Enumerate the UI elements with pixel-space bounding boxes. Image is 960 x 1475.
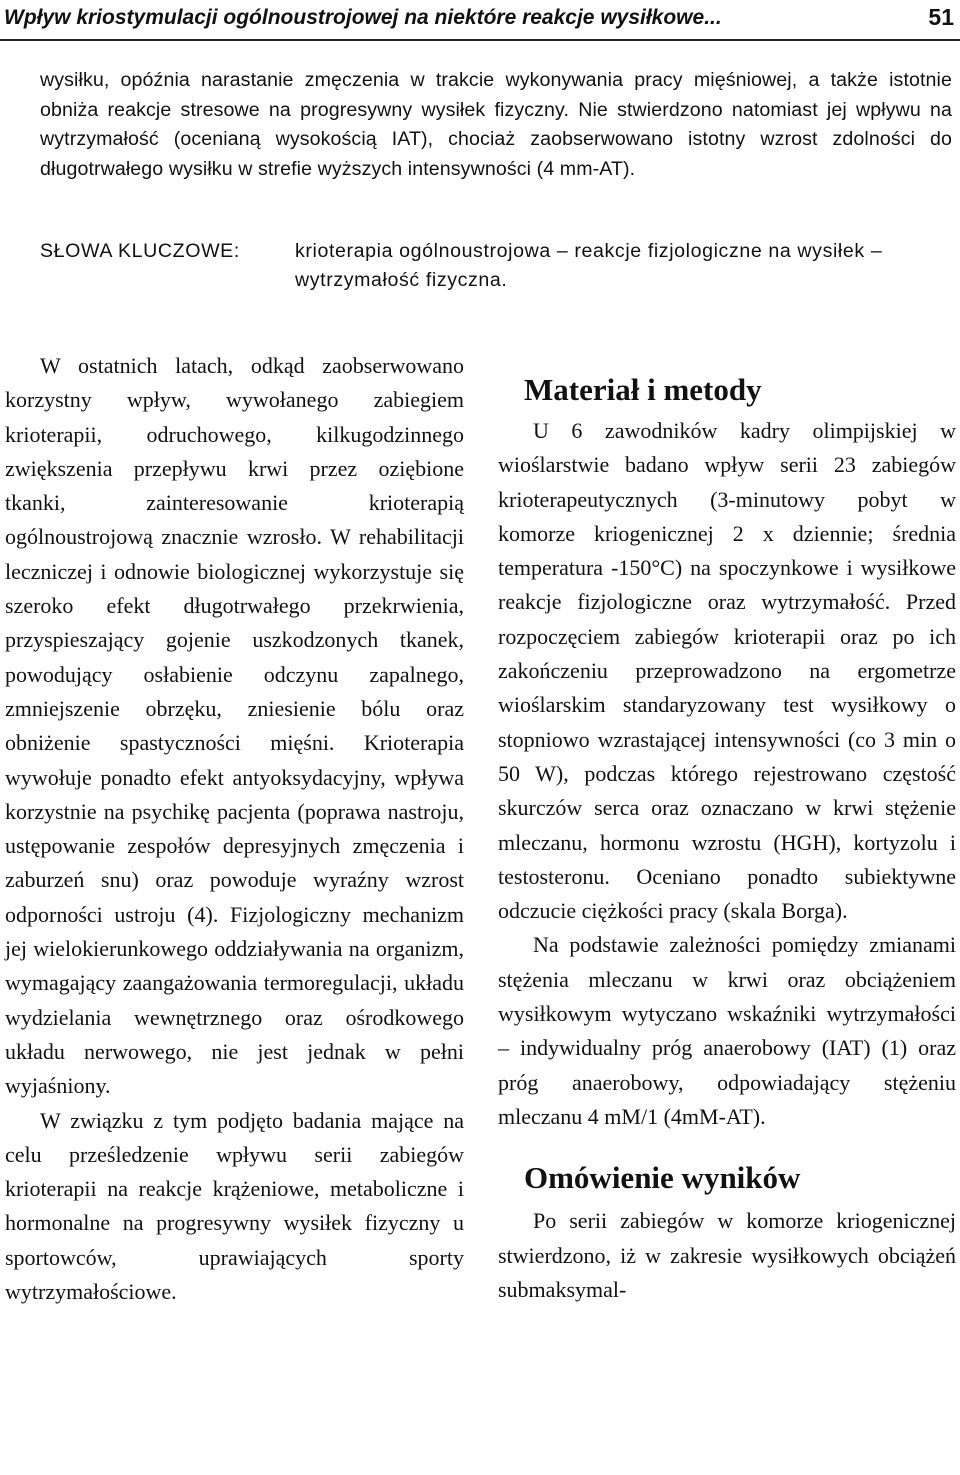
intro-paragraph-2: W związku z tym podjęto badania mające na celu prześledzenie wpływu serii zabiegów krioterapii na reakcje krążeniowe, metaboliczne i hormonalne na progresywny wysiłek fizyczny u sportowców, uprawiających sporty wytrzymałościowe. — [5, 1107, 464, 1305]
abstract-text: wysiłku, opóźnia narastanie zmęczenia w trakcie wykonywania pracy mięśniowej, a także istotnie obniża reakcje stresowe na progresywny wysiłek fizyczny. Nie stwierdzono natomiast jej wpływu na wytrzymałość (ocenianą wysokością IAT), chociaż zaobserwowano istotny wzrost zdolności do długotrwałego wysiłku w strefie wyższych intensywności (4 mm-AT). — [40, 69, 952, 180]
right-column — [498, 366, 956, 1307]
methods-paragraph-2: Na podstawie zależności pomiędzy zmianami stężenia mleczanu w krwi oraz obciążeniem wysiłkowym wytyczano wskaźniki wytrzymałości – indywidualny próg anaerobowy (IAT) (1) oraz próg anaerobowy, odpowiadający stężeniu mleczanu 4 mM/1 (4mM-AT). — [498, 932, 956, 1129]
running-title: Wpływ kriostymulacji ogólnoustrojowej na niektóre reakcje wysiłkowe... — [4, 6, 722, 29]
running-header — [0, 0, 960, 42]
keywords-label: SŁOWA KLUCZOWE: — [40, 240, 240, 262]
abstract — [40, 66, 952, 184]
header-rule — [0, 39, 960, 41]
section-heading-results: Omówienie wyników — [524, 1160, 801, 1196]
keywords-text: krioterapia ogólnoustrojowa – reakcje fizjologiczne na wysiłek – wytrzymałość fizyczna. — [295, 240, 883, 291]
section-heading-methods: Materiał i metody — [524, 372, 762, 407]
intro-paragraph-1: W ostatnich latach, odkąd zaobserwowano korzystny wpływ, wywołanego zabiegiem krioterapii, odruchowego, kilkugodzinnego zwiększenia przepływu krwi przez oziębione tkanki, zainteresowanie krioterapią ogólnoustrojową znacznie wzrosło. W rehabilitacji leczniczej i odnowie biologicznej wykorzystuje się szeroko efekt długotrwałego przekrwienia, przyspieszający gojenie uszkodzonych tkanek, powodujący osłabienie odczynu zapalnego, zmniejszenie obrzęku, zniesienie bólu oraz obniżenie spastyczności mięśni. Krioterapia wywołuje ponadto efekt antyoksydacyjny, wpływa korzystnie na psychikę pacjenta (poprawa nastroju, ustępowanie zespołów depresyjnych zmęczenia i zaburzeń snu) oraz powoduje wyraźny wzrost odporności ustroju (4). Fizjologiczny mechanizm jej wielokierunkowego oddziaływania na organizm, wymagający zaangażowania termoregulacji, układu wydzielania wewnętrznego oraz ośrodkowego układu nerwowego, nie jest jednak w pełni wyjaśniony. — [5, 353, 464, 1099]
left-column — [5, 349, 464, 1309]
results-paragraph-1: Po serii zabiegów w komorze kriogenicznej stwierdzono, iż w zakresie wysiłkowych obciążeń submaksymal- — [498, 1208, 956, 1302]
methods-paragraph-1: U 6 zawodników kadry olimpijskiej w wioślarstwie badano wpływ serii 23 zabiegów krioterapeutycznych (3-minutowy pobyt w komorze kriogenicznej 2 x dziennie; średnia temperatura -150°C) na spoczynkowe i wysiłkowe reakcje fizjologiczne oraz wytrzymałość. Przed rozpoczęciem zabiegów krioterapii oraz po ich zakończeniu przeprowadzono na ergometrze wioślarskim standaryzowany test wysiłkowy o stopniowo wzrastającej intensywności (co 3 min o 50 W), podczas którego rejestrowano częstość skurczów serca oraz oznaczano w krwi stężenie mleczanu, hormonu wzrostu (HGH), kortyzolu i testosteronu. Oceniano ponadto subiektywne odczucie ciężkości pracy (skala Borga). — [498, 418, 956, 924]
page-number: 51 — [928, 4, 954, 30]
